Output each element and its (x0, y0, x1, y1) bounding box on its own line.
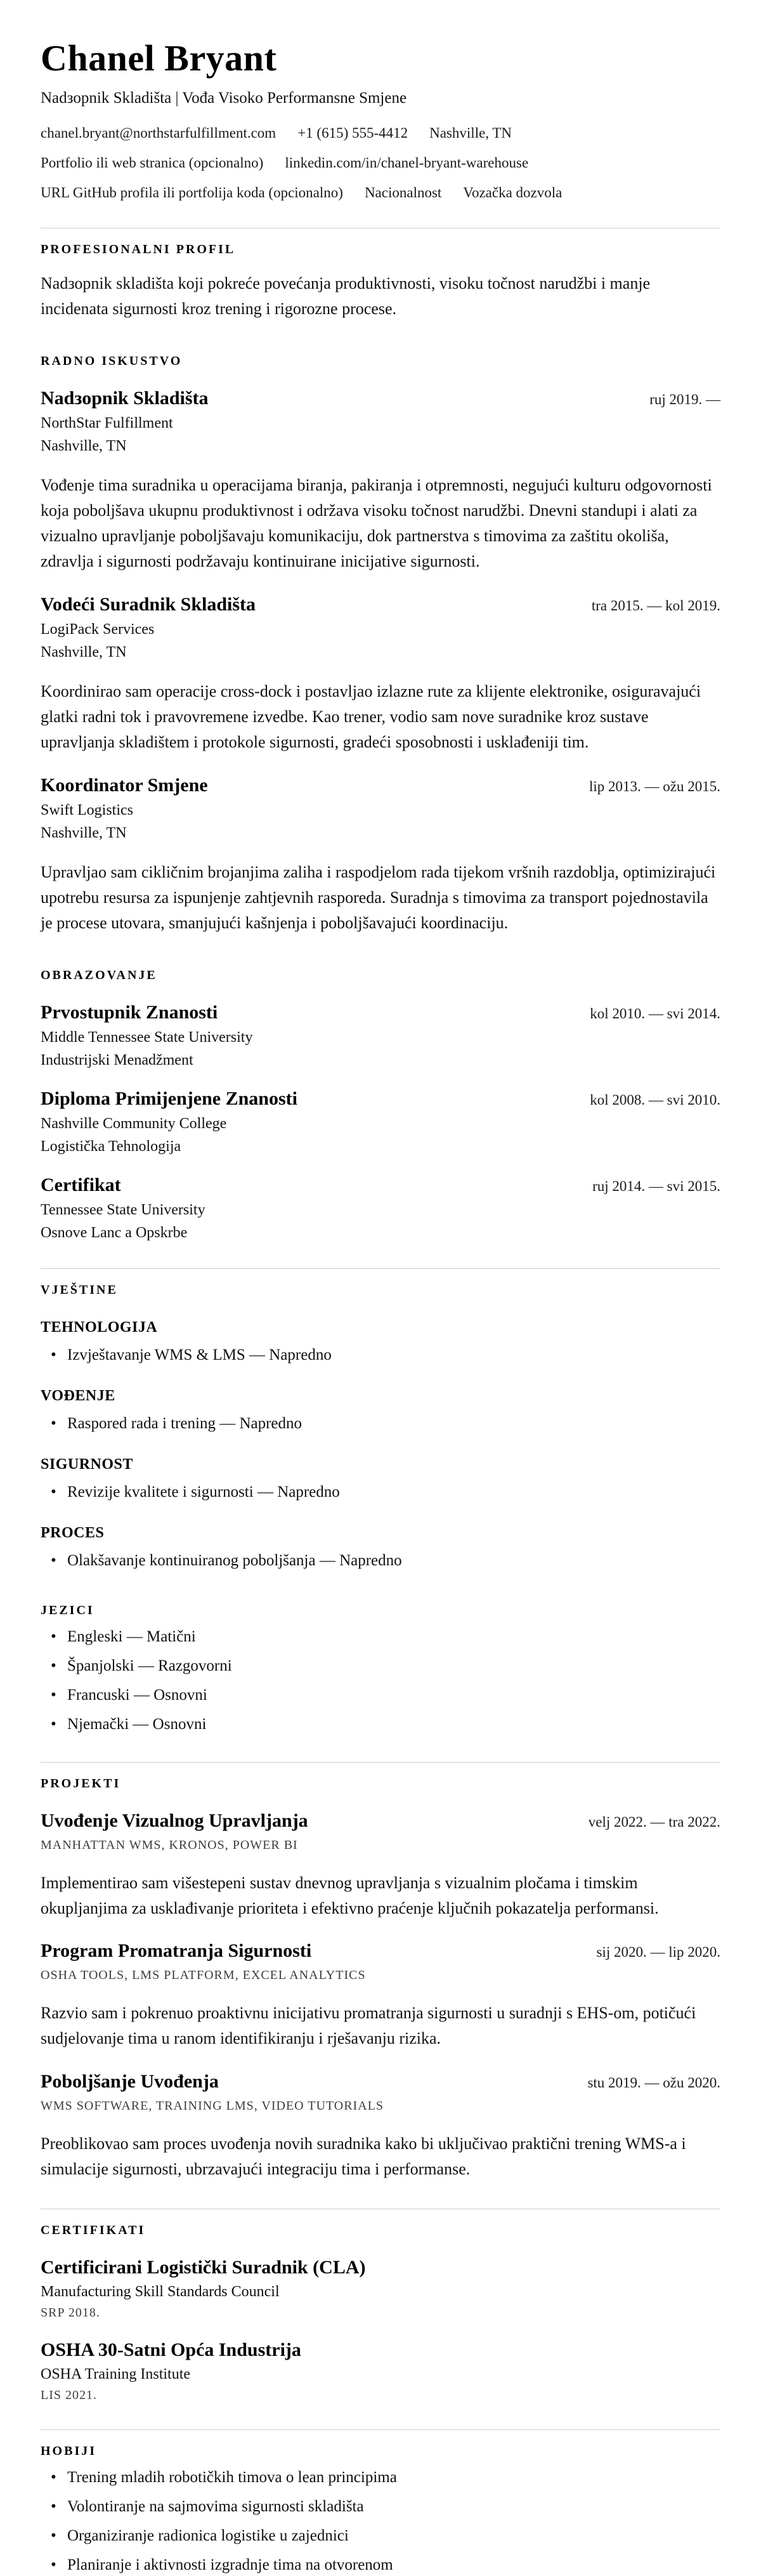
hobby-list (41, 2466, 720, 2576)
job-title: Koordinator Smjene (41, 774, 208, 796)
hobby-item: • Planiranje i aktivnosti izgradnje tima na otvorenom (41, 2554, 720, 2576)
certification-entry (41, 2339, 720, 2403)
person-name: Chanel Bryant (41, 37, 277, 79)
skill-item: • Izvještavanje WMS & LMS — Napredno (41, 1344, 720, 1366)
job-location: Nashville, TN (41, 824, 127, 841)
skill-category-name: PROCES (41, 1524, 105, 1541)
degree-title: Prvostupnik Znanosti (41, 1001, 218, 1023)
skill-category (41, 1319, 720, 1366)
school-name: Tennessee State University (41, 1201, 205, 1218)
skill-item: • Olakšavanje kontinuiranog poboljšanja — Napredno (41, 1549, 720, 1572)
education-entry (41, 1002, 720, 1069)
section-heading-experience: RADNO ISKUSTVO (41, 353, 183, 368)
section-heading-projects: PROJEKTI (41, 1776, 121, 1791)
project-dates: velj 2022. — tra 2022. (588, 1813, 720, 1830)
contact-row (41, 155, 720, 171)
section-heading-profile: PROFESIONALNI PROFIL (41, 242, 236, 256)
skill-category (41, 1525, 720, 1572)
job-entry (41, 388, 720, 575)
section-education (41, 968, 720, 1242)
field-of-study: Industrijski Menadžment (41, 1051, 193, 1068)
project-entry-head (41, 1810, 720, 1832)
resume-document (41, 37, 720, 2576)
project-entry-head (41, 2071, 720, 2093)
project-entry (41, 1810, 720, 1922)
language-item: • Engleski — Matični (41, 1626, 720, 1648)
project-description: Razvio sam i pokrenuo proaktivnu inicijativu promatranja sigurnosti u suradnji s EHS-om, potičući sudjelovanje tima u ranom identifikiranju i rješavanju rizika. (41, 2004, 696, 2048)
phone-text: +1 (615) 555-4412 (297, 125, 408, 141)
degree-title: Diploma Primijenjene Znanosti (41, 1088, 297, 1109)
skill-item: • Raspored rada i trening — Napredno (41, 1412, 720, 1435)
job-dates: lip 2013. — ožu 2015. (589, 778, 720, 794)
language-list (41, 1626, 720, 1735)
degree-title: Certifikat (41, 1174, 121, 1195)
education-entry-head (41, 1002, 720, 1023)
certification-title: Certificirani Logistički Suradnik (CLA) (41, 2257, 366, 2278)
job-entry (41, 594, 720, 756)
education-dates: kol 2008. — svi 2010. (590, 1091, 720, 1108)
certification-title: OSHA 30-Satni Opća Industrija (41, 2339, 301, 2361)
project-entry (41, 1940, 720, 2052)
hobby-item: • Volontiranje na sajmovima sigurnosti skladišta (41, 2495, 720, 2518)
job-entry (41, 775, 720, 936)
certification-issuer: OSHA Training Institute (41, 2366, 191, 2383)
section-heading-languages: JEZICI (41, 1603, 94, 1617)
project-description: Implementirao sam višestepeni sustav dnevnog upravljanja s vizualnim pločama i timskim okupljanjima za usklađivanje prioriteta i efektivno praćenje ključnih pokazatelja performansi. (41, 1873, 659, 1917)
project-dates: sij 2020. — lip 2020. (596, 1944, 720, 1961)
section-languages (41, 1603, 720, 1735)
education-entry (41, 1174, 720, 1242)
job-company: Swift Logistics (41, 801, 134, 818)
skill-category-name: VOĐENJE (41, 1387, 115, 1404)
skill-category (41, 1388, 720, 1435)
skill-list (41, 1549, 720, 1572)
skill-category (41, 1456, 720, 1503)
project-title: Program Promatranja Sigurnosti (41, 1940, 312, 1962)
headline: Nadзорnik Skladišta | Vođa Visoko Performansne Smjene (41, 89, 407, 107)
language-item: • Njemački — Osnovni (41, 1713, 720, 1735)
certification-issuer: Manufacturing Skill Standards Council (41, 2284, 280, 2301)
section-hobbies (41, 2429, 720, 2576)
contact-row (41, 125, 720, 141)
linkedin-text: linkedin.com/in/chanel-bryant-warehouse (285, 155, 529, 171)
skill-list (41, 1344, 720, 1366)
certification-date: LIS 2021. (41, 2388, 97, 2403)
education-entry-head (41, 1088, 720, 1110)
job-entry-head (41, 594, 720, 615)
hobby-item: • Trening mladih robotičkih timova o lean principima (41, 2466, 720, 2488)
job-description: Upravljao sam cikličnim brojanjima zaliha i raspodjelom rada tijekom vršnih razdoblja, optimizirajući upotrebu resursa za ispunjenje zahtjevnih rasporeda. Suradnja s timovima za transport pojednostavila je procese utovara, smanjujući kašnjenja i poboljšavajući koordinaciju. (41, 862, 716, 933)
contact-block (41, 125, 720, 201)
skill-category-name: SIGURNOST (41, 1456, 133, 1473)
project-entry (41, 2071, 720, 2183)
project-title: Uvođenje Vizualnog Upravljanja (41, 1810, 308, 1831)
section-projects (41, 1762, 720, 2183)
project-entry-head (41, 1940, 720, 1962)
skill-list (41, 1481, 720, 1503)
profile-text: Nadзорnik skladišta koji pokreće povećanja produktivnosti, visoku točnost narudžbi i manje incidenata sigurnosti kroz trening i rigorozne procese. (41, 274, 651, 319)
school-name: Nashville Community College (41, 1115, 227, 1132)
education-entry-head (41, 1174, 720, 1196)
school-name: Middle Tennessee State University (41, 1028, 253, 1046)
certification-date: SRP 2018. (41, 2306, 100, 2320)
skill-category-name: TEHNOLOGIJA (41, 1318, 158, 1336)
job-title: Vodeći Suradnik Skladišta (41, 593, 256, 615)
field-of-study: Logistička Tehnologija (41, 1138, 181, 1155)
section-skills (41, 1268, 720, 1572)
section-heading-skills: VJEŠTINE (41, 1282, 118, 1297)
job-company: LogiPack Services (41, 621, 155, 638)
section-certifications (41, 2209, 720, 2403)
job-company: NorthStar Fulfillment (41, 414, 173, 431)
skill-list (41, 1412, 720, 1435)
email-text: chanel.bryant@northstarfulfillment.com (41, 125, 276, 141)
website-placeholder-text: Portfolio ili web stranica (opcionalno) (41, 155, 264, 171)
certification-entry (41, 2257, 720, 2320)
project-description: Preoblikovao sam proces uvođenja novih suradnika kako bi uključivao praktični trening WMS-a i simulacije sigurnosti, ubrzavajući integraciju tima i performanse. (41, 2134, 686, 2179)
project-tech-stack: OSHA TOOLS, LMS PLATFORM, EXCEL ANALYTICS (41, 1968, 366, 1983)
education-dates: ruj 2014. — svi 2015. (592, 1178, 720, 1194)
section-heading-certifications: CERTIFIKATI (41, 2223, 146, 2238)
nationality-placeholder-text: Nacionalnost (364, 185, 442, 200)
education-dates: kol 2010. — svi 2014. (590, 1005, 720, 1022)
project-title: Poboljšanje Uvođenja (41, 2070, 219, 2092)
project-dates: stu 2019. — ožu 2020. (587, 2074, 720, 2091)
driving-license-placeholder-text: Vozačka dozvola (463, 185, 563, 200)
project-tech-stack: WMS SOFTWARE, TRAINING LMS, VIDEO TUTORIALS (41, 2098, 384, 2113)
job-entry-head (41, 388, 720, 409)
job-dates: tra 2015. — kol 2019. (591, 597, 720, 614)
job-description: Vođenje tima suradnika u operacijama biranja, pakiranja i otpremnosti, negujući kulturu odgovornosti koja poboljšava ukupnu produktivnost i održava visoku točnost narudžbi. Dnevni standupi i alati za vizualno upravljanje poboljšavaju komunikaciju, dok partnerstva s timovima za zaštitu okoliša, zdravlja i sigurnosti podržavaju kontinuirane inicijative sigurnosti. (41, 475, 712, 571)
section-heading-hobbies: HOBIJI (41, 2444, 97, 2459)
github-placeholder-text: URL GitHub profila ili portfolija koda (opcionalno) (41, 185, 343, 200)
education-entry (41, 1088, 720, 1155)
language-item: • Španjolski — Razgovorni (41, 1655, 720, 1677)
job-entry-head (41, 775, 720, 796)
project-tech-stack: MANHATTAN WMS, KRONOS, POWER BI (41, 1837, 298, 1852)
contact-row (41, 185, 720, 201)
job-description: Koordinirao sam operacije cross-dock i postavljao izlazne rute za klijente elektronike, osiguravajući glatki radni tok i pravovremene izvedbe. Kao trener, vodio sam nove suradnike kroz sustave upravljanja skladištem i protokole sigurnosti, gradeći sposobnosti i usklađeniji tim. (41, 681, 701, 752)
job-title: Nadзорnik Skladišta (41, 387, 209, 409)
section-heading-education: OBRAZOVANJE (41, 968, 157, 982)
language-item: • Francuski — Osnovni (41, 1684, 720, 1706)
field-of-study: Osnove Lanc a Opskrbe (41, 1224, 188, 1241)
resume-header (41, 37, 720, 201)
skill-item: • Revizije kvalitete i sigurnosti — Napredno (41, 1481, 720, 1503)
section-profile (41, 228, 720, 322)
location-text: Nashville, TN (429, 125, 512, 141)
job-location: Nashville, TN (41, 643, 127, 660)
job-location: Nashville, TN (41, 437, 127, 454)
hobby-item: • Organiziranje radionica logistike u zajednici (41, 2525, 720, 2547)
section-experience (41, 354, 720, 936)
job-dates: ruj 2019. — (649, 391, 720, 407)
